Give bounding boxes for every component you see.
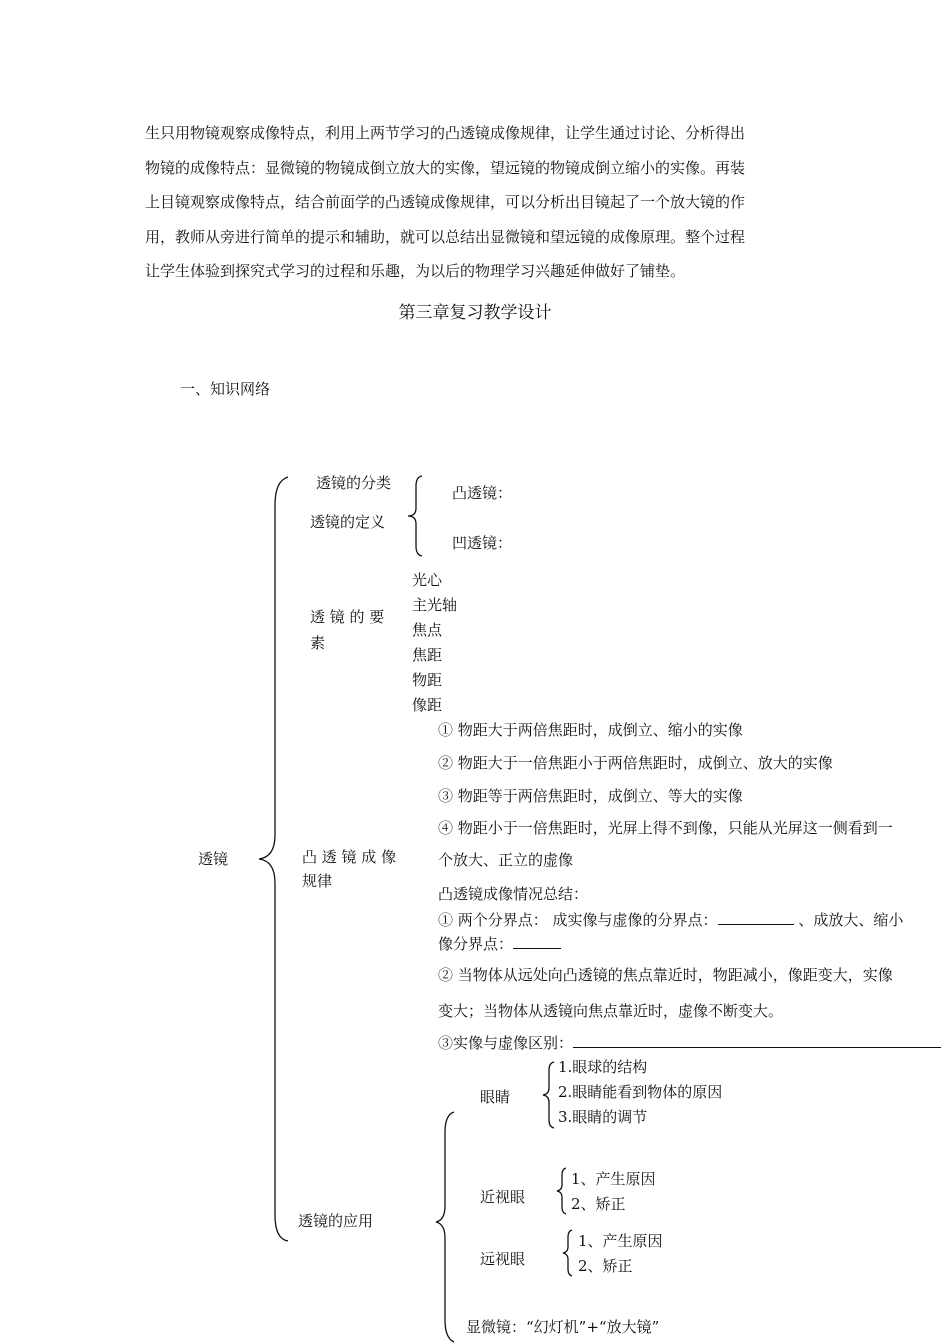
elements-label: 素 — [310, 634, 326, 652]
element-item: 物距 — [412, 671, 443, 689]
intro-line: 物镜的成像特点：显微镜的物镜成倒立放大的实像，望远镜的物镜成倒立缩小的实像。再装 — [145, 158, 746, 177]
element-item: 焦点 — [412, 621, 443, 639]
elements-label: 透 镜 的 要 — [310, 608, 385, 626]
rule-item-continued: 个放大、正立的虚像 — [438, 851, 574, 869]
lens-class-label: 透镜的分类 — [316, 474, 392, 492]
microscope-item: 显微镜：“幻灯机”+“放大镜” — [466, 1318, 660, 1336]
myopia-label: 近视眼 — [480, 1188, 526, 1206]
summary-item — [438, 1034, 941, 1052]
summary-text: ③实像与虚像区别： — [438, 1034, 574, 1052]
intro-line: 用，教师从旁进行简单的提示和辅助，就可以总结出显微镜和望远镜的成像原理。整个过程 — [145, 227, 746, 246]
section-heading: 一、知识网络 — [180, 380, 271, 398]
intro-paragraph — [145, 116, 813, 289]
fill-blank — [573, 1035, 941, 1048]
concave-lens-label: 凹透镜： — [452, 534, 513, 552]
rule-item: ④ 物距小于一倍焦距时，光屏上得不到像，只能从光屏这一侧看到一 — [438, 819, 893, 837]
rule-item: ③ 物距等于两倍焦距时，成倒立、等大的实像 — [438, 787, 743, 805]
element-item: 焦距 — [412, 646, 443, 664]
application-label: 透镜的应用 — [298, 1212, 374, 1230]
myopia-brace — [554, 1166, 570, 1216]
application-brace — [432, 1110, 458, 1344]
summary-title: 凸透镜成像情况总结： — [438, 885, 589, 903]
eye-item: 1.眼球的结构 — [558, 1058, 648, 1076]
hyperopia-item: 1、产生原因 — [578, 1232, 663, 1250]
classification-brace — [404, 474, 426, 558]
eye-label: 眼睛 — [480, 1088, 511, 1106]
fill-blank — [718, 912, 794, 925]
hyperopia-label: 远视眼 — [480, 1250, 526, 1268]
intro-line: 让学生体验到探究式学习的过程和乐趣，为以后的物理学习兴趣延伸做好了铺垫。 — [145, 262, 686, 280]
lens-def-label: 透镜的定义 — [310, 513, 386, 531]
document-title: 第三章复习教学设计 — [398, 303, 552, 323]
eye-brace — [540, 1060, 558, 1130]
rule-label: 凸 透 镜 成 像 — [302, 848, 397, 866]
eye-item: 3.眼睛的调节 — [558, 1108, 648, 1126]
summary-text: ① 两个分界点： 成实像与虚像的分界点： — [438, 911, 718, 929]
summary-text: 、成放大、缩小 — [793, 911, 904, 929]
myopia-item: 2、矫正 — [571, 1195, 626, 1213]
root-brace — [255, 475, 295, 1245]
rule-item: ② 物距大于一倍焦距小于两倍焦距时，成倒立、放大的实像 — [438, 754, 833, 772]
rule-label: 规律 — [302, 872, 333, 890]
summary-item-continued: 变大；当物体从透镜向焦点靠近时，虚像不断变大。 — [438, 1002, 784, 1020]
intro-line: 上目镜观察成像特点，结合前面学的凸透镜成像规律，可以分析出目镜起了一个放大镜的作 — [145, 193, 746, 211]
hyperopia-item: 2、矫正 — [578, 1257, 633, 1275]
hyperopia-brace — [560, 1228, 576, 1278]
element-item: 主光轴 — [412, 596, 458, 614]
summary-item: ② 当物体从远处向凸透镜的焦点靠近时，物距减小，像距变大，实像 — [438, 966, 893, 984]
intro-line: 生只用物镜观察成像特点，利用上两节学习的凸透镜成像规律，让学生通过讨论、分析得出 — [145, 124, 746, 142]
fill-blank — [513, 936, 561, 949]
myopia-item: 1、产生原因 — [571, 1170, 656, 1188]
convex-lens-label: 凸透镜： — [452, 484, 513, 502]
rule-item: ① 物距大于两倍焦距时，成倒立、缩小的实像 — [438, 721, 743, 739]
summary-item — [438, 935, 561, 953]
summary-item — [438, 911, 950, 929]
eye-item: 2.眼睛能看到物体的原因 — [558, 1083, 723, 1101]
element-item: 像距 — [412, 696, 443, 714]
root-label: 透镜 — [198, 850, 229, 868]
summary-text: 像分界点： — [438, 935, 514, 953]
element-item: 光心 — [412, 571, 443, 589]
